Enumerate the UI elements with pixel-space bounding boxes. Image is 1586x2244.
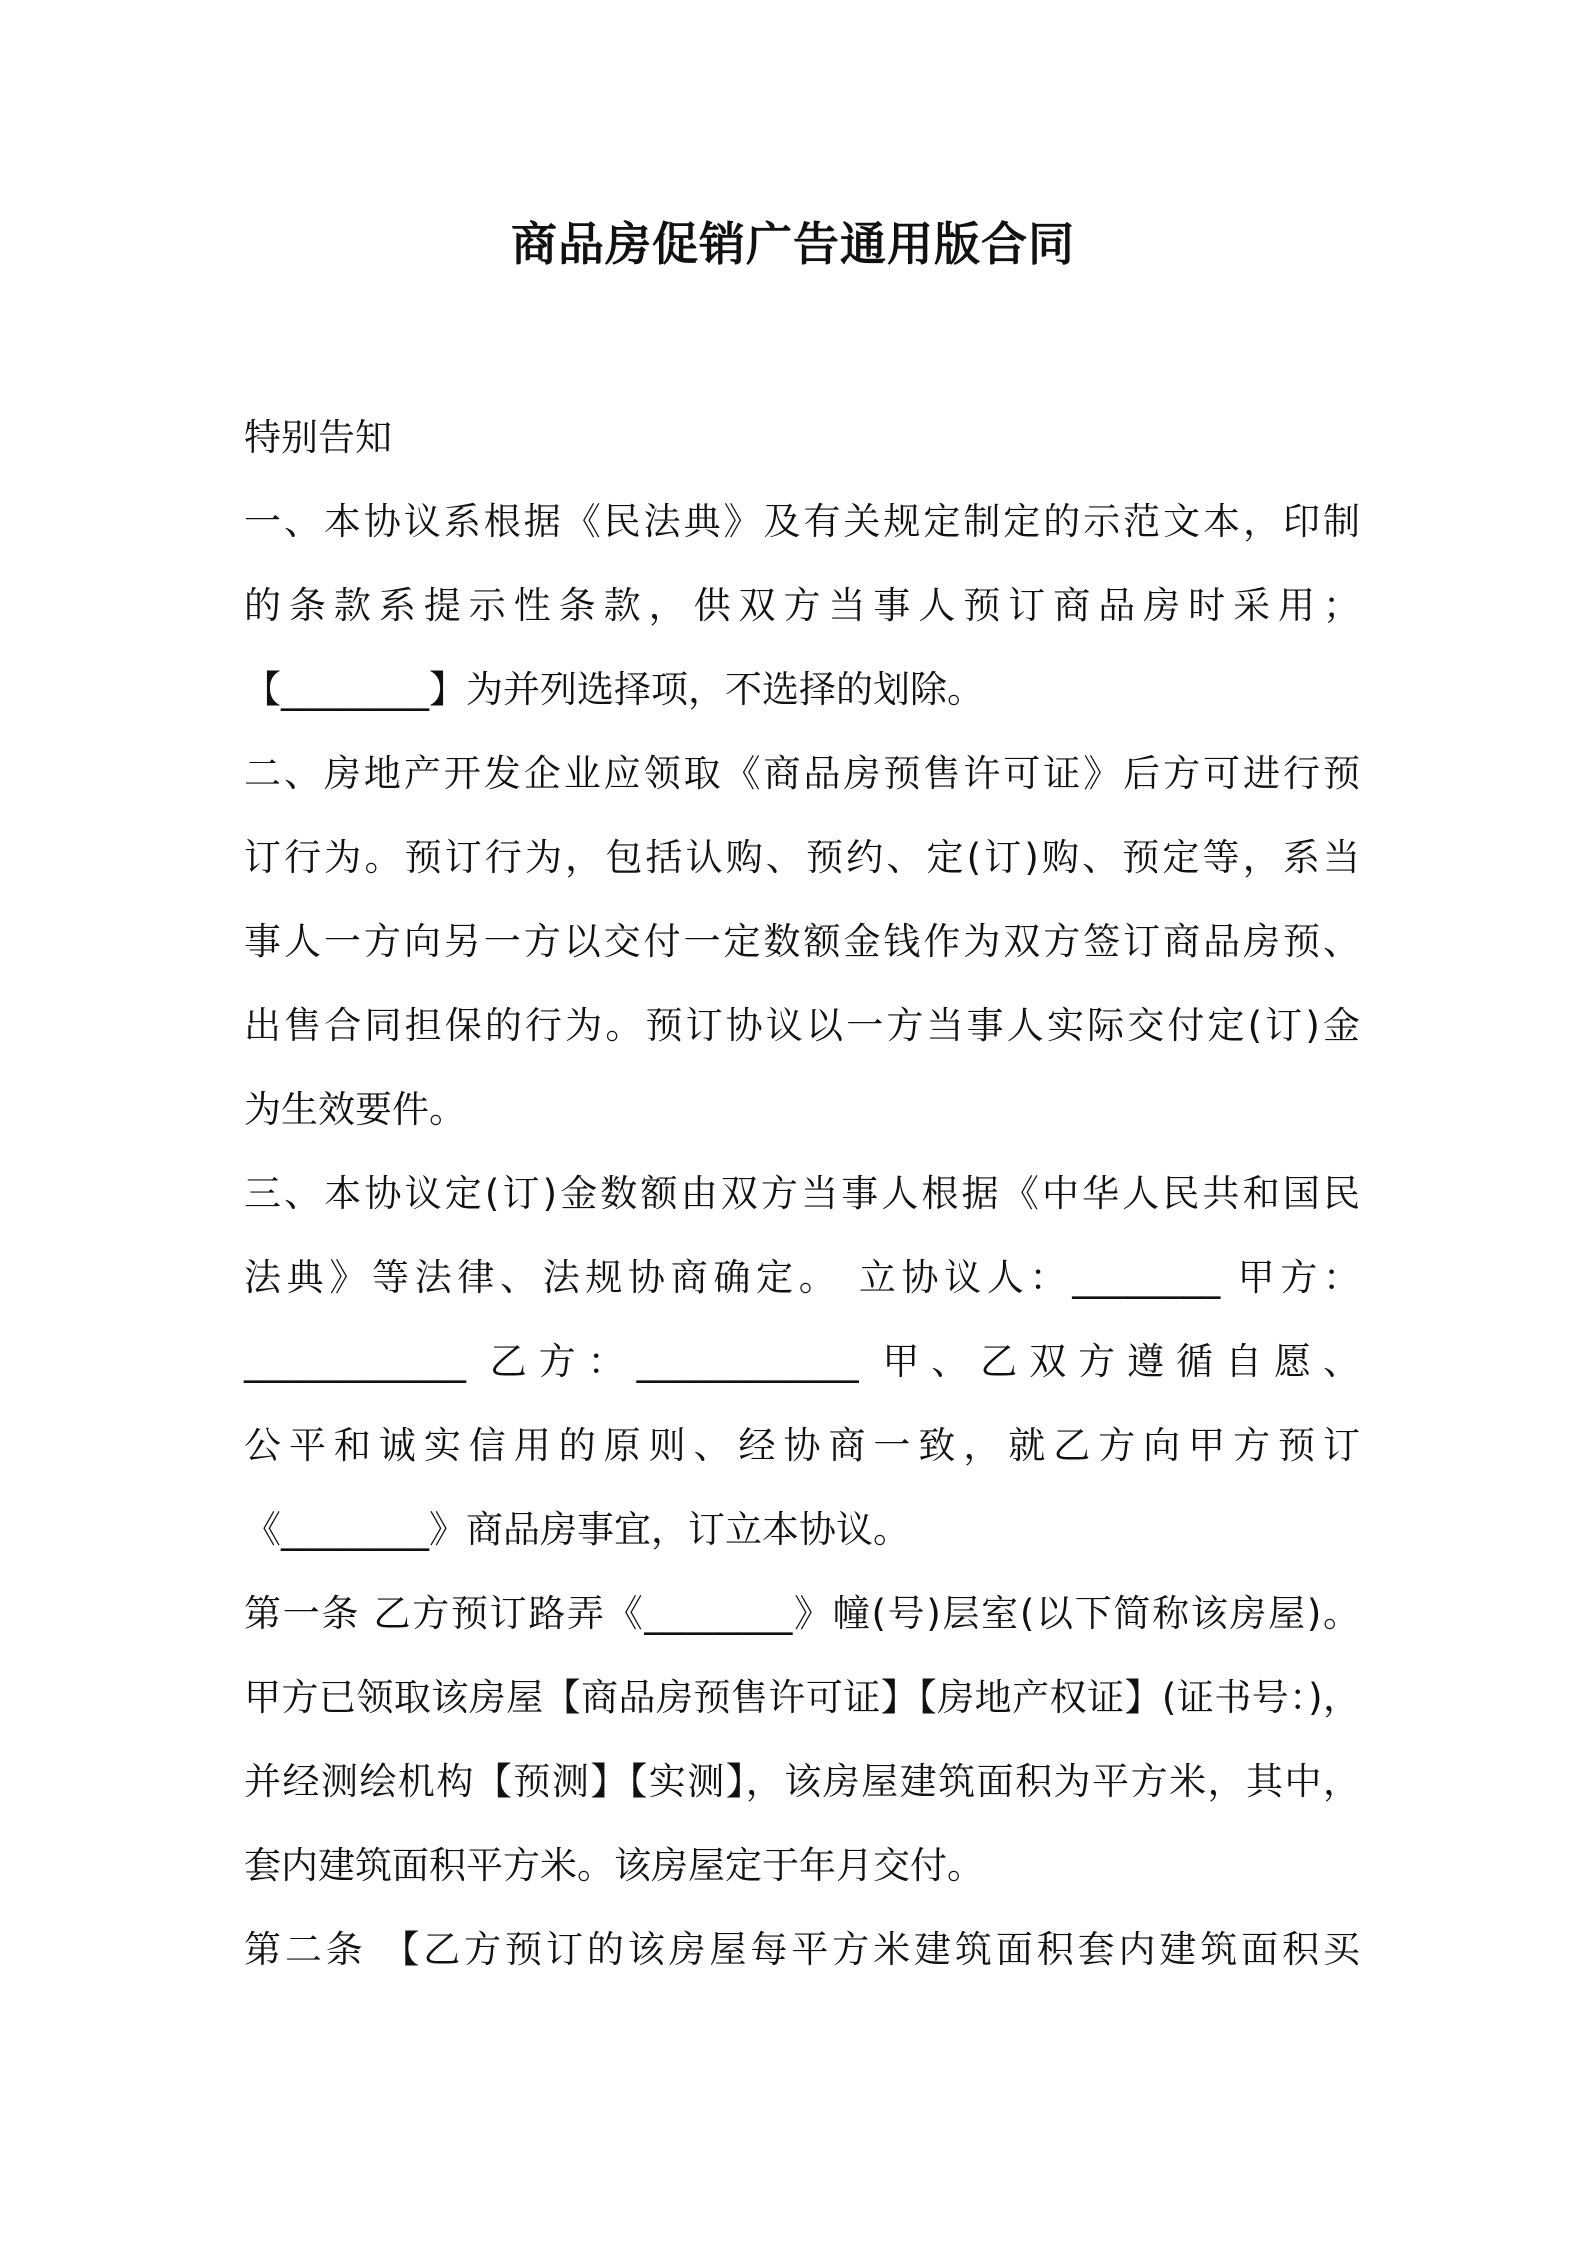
article-2-line-1: 第二条 【乙方预订的该房屋每平方米建筑面积套内建筑面积买 bbox=[244, 1928, 1360, 1971]
section-heading-special-notice: 特别告知 bbox=[244, 416, 392, 459]
body-line-6: 事人一方向另一方以交付一定数额金钱作为双方签订商品房预、 bbox=[244, 920, 1360, 963]
article-1-line-3: 并经测绘机构【预测】【实测】，该房屋建筑面积为平方米，其中， bbox=[244, 1760, 1360, 1803]
document-title: 商品房促销广告通用版合同 bbox=[511, 217, 1075, 271]
body-line-2: 的条款系提示性条款，供双方当事人预订商品房时采用； bbox=[244, 584, 1360, 627]
body-line-8: 为生效要件。 bbox=[244, 1088, 466, 1131]
body-line-7: 出售合同担保的行为。预订协议以一方当事人实际交付定(订)金 bbox=[244, 1004, 1360, 1047]
body-line-10: 法典》等法律、法规协商确定。 立协议人：________ 甲方： bbox=[244, 1256, 1360, 1299]
body-line-13: 《________》商品房事宜，订立本协议。 bbox=[244, 1508, 910, 1551]
article-1-line-4: 套内建筑面积平方米。该房屋定于年月交付。 bbox=[244, 1844, 984, 1887]
body-line-3: 【________】为并列选择项，不选择的划除。 bbox=[244, 668, 984, 711]
body-line-12: 公平和诚实信用的原则、经协商一致，就乙方向甲方预订 bbox=[244, 1424, 1360, 1467]
body-line-9: 三、本协议定(订)金数额由双方当事人根据《中华人民共和国民 bbox=[244, 1172, 1360, 1215]
article-1-line-2: 甲方已领取该房屋【商品房预售许可证】【房地产权证】(证书号：)， bbox=[244, 1676, 1360, 1719]
body-line-4: 二、房地产开发企业应领取《商品房预售许可证》后方可进行预 bbox=[244, 752, 1360, 795]
body-line-1: 一、本协议系根据《民法典》及有关规定制定的示范文本，印制 bbox=[244, 500, 1360, 543]
body-line-11: ____________ 乙方：____________ 甲、乙双方遵循自愿、 bbox=[244, 1340, 1360, 1383]
article-1-line-1: 第一条 乙方预订路弄《________》幢(号)层室(以下简称该房屋)。 bbox=[244, 1592, 1361, 1635]
body-line-5: 订行为。预订行为，包括认购、预约、定(订)购、预定等，系当 bbox=[244, 836, 1360, 879]
